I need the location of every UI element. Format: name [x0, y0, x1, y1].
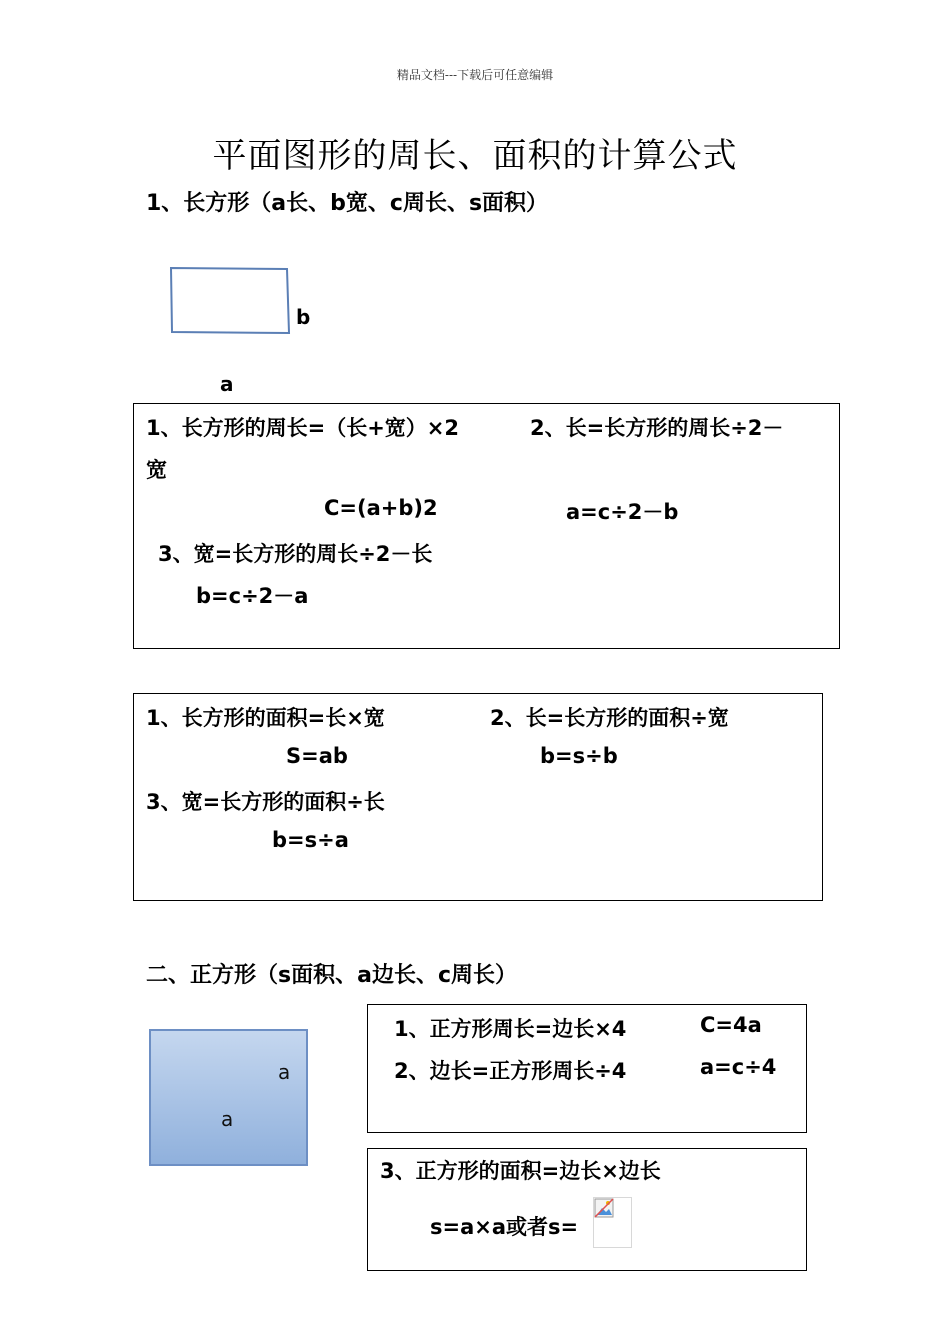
square-perimeter-formula: C=4a: [700, 1013, 762, 1037]
rect-length-rule: 2、长=长方形的周长÷2－: [530, 416, 784, 440]
square-label-a-bottom: a: [221, 1107, 234, 1131]
square-area-formula: s=a×a或者s=: [430, 1215, 579, 1239]
rect-length-formula: a=c÷2－b: [566, 500, 679, 524]
rect-length-from-area-formula: b=s÷b: [540, 744, 618, 768]
square-side-formula: a=c÷4: [700, 1055, 777, 1079]
rectangle-heading: 1、长方形（a长、b宽、c周长、s面积）: [146, 191, 549, 216]
square-diagram: [148, 1028, 310, 1168]
rect-area-formula: S=ab: [286, 744, 348, 768]
rectangle-diagram: [165, 262, 295, 340]
rectangle-label-b: b: [296, 305, 311, 329]
square-area-rule: 3、正方形的面积=边长×边长: [380, 1159, 661, 1183]
rect-perimeter-formula: C=(a+b)2: [324, 496, 438, 520]
rect-width-rule: 3、宽=长方形的周长÷2－长: [158, 542, 433, 566]
rect-width-formula: b=c÷2－a: [196, 584, 309, 608]
square-side-rule: 2、边长=正方形周长÷4: [394, 1059, 627, 1083]
rect-length-rule-cont: 宽: [146, 458, 167, 482]
square-perimeter-box: [367, 1004, 807, 1133]
broken-image-icon: [593, 1197, 633, 1249]
rect-area-rule: 1、长方形的面积=长×宽: [146, 706, 385, 730]
square-heading: 二、正方形（s面积、a边长、c周长）: [146, 963, 517, 988]
rectangle-area-box: [133, 693, 823, 901]
rectangle-perimeter-box: [133, 403, 840, 649]
page-header: 精品文档---下载后可任意编辑: [396, 68, 554, 82]
square-area-box: [367, 1148, 807, 1271]
rect-width-from-area-formula: b=s÷a: [272, 828, 349, 852]
square-label-a-right: a: [278, 1060, 291, 1084]
rectangle-label-a: a: [220, 372, 234, 396]
square-perimeter-rule: 1、正方形周长=边长×4: [394, 1017, 627, 1041]
rect-length-from-area-rule: 2、长=长方形的面积÷宽: [490, 706, 729, 730]
rect-width-from-area-rule: 3、宽=长方形的面积÷长: [146, 790, 385, 814]
page-title: 平面图形的周长、面积的计算公式: [212, 136, 738, 176]
rect-perimeter-rule-1: 1、长方形的周长=（长+宽）×2: [146, 416, 460, 440]
